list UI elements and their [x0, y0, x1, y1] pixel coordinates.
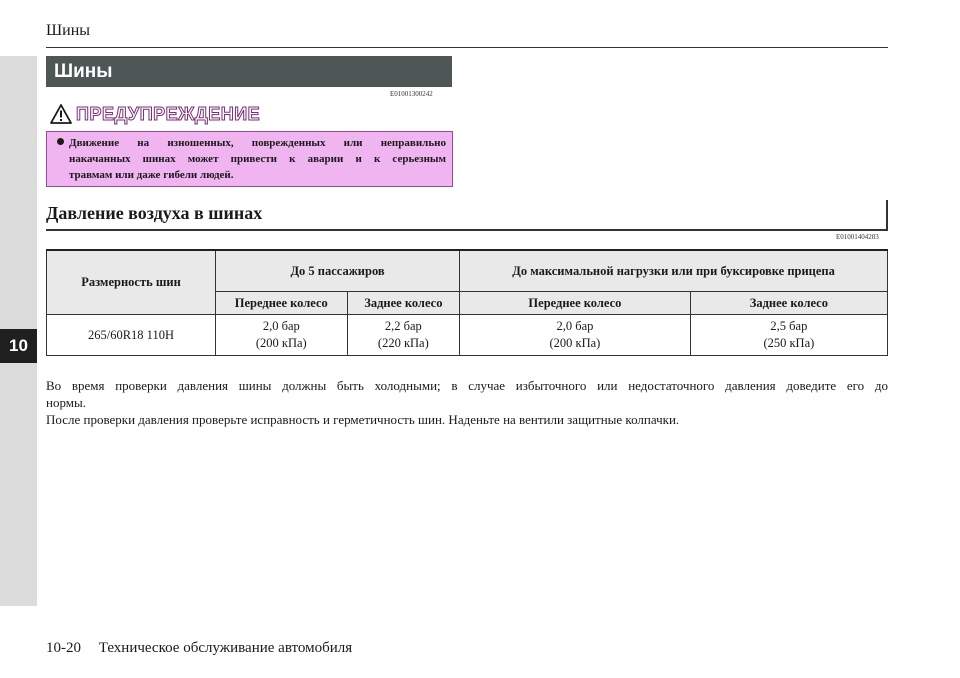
section-title: Шины [46, 56, 452, 87]
paragraph-check-valves: После проверки давления проверьте исправность и герметичность шин. Наденьте на вентили защитные колпачки. [46, 412, 680, 427]
table-row [47, 315, 888, 356]
page-footer [46, 640, 352, 657]
subheader-front: Переднее колесо [460, 292, 691, 315]
subsection-rule [46, 229, 888, 231]
header-group-max-load: До максимальной нагрузки или при буксировке прицепа [460, 251, 888, 292]
warning-line: накачанных шинах может привести к аварии и к серьезным [69, 153, 446, 165]
cell-pressure: 2,2 бар (220 кПа) [347, 315, 460, 356]
subsection-title: Давление воздуха в шинах [46, 203, 263, 223]
cell-pressure: 2,5 бар (250 кПа) [690, 315, 887, 356]
subsection-rule-vertical [886, 200, 888, 230]
warning-line: Движение на изношенных, поврежденных или неправильно [57, 135, 446, 151]
warning-triangle-icon [50, 104, 72, 124]
section-code: E01001300242 [390, 90, 433, 98]
paragraph-cold-tires: Во время проверки давления шины должны быть холодными; в случае избыточного или недостаточного давления доведите его до нормы. [46, 378, 888, 410]
subheader-rear: Заднее колесо [690, 292, 887, 315]
warning-title: ПРЕДУПРЕЖДЕНИЕ [76, 103, 261, 124]
running-title: Шины [46, 22, 91, 39]
tire-pressure-table [46, 250, 888, 356]
header-size: Размерность шин [47, 251, 216, 315]
warning-body [46, 131, 453, 187]
subheader-front: Переднее колесо [216, 292, 348, 315]
warning-header [46, 100, 453, 128]
book-title: Техническое обслуживание автомобиля [98, 640, 353, 656]
warning-line: травмам или даже гибели людей. [69, 169, 234, 181]
header-rule [46, 47, 888, 48]
subsection-code: E01001404283 [836, 233, 879, 241]
header-group-passengers: До 5 пассажиров [216, 251, 460, 292]
page-number: 10-20 [46, 640, 81, 656]
bullet-icon [57, 138, 64, 145]
table-top-rule [46, 249, 888, 251]
subheader-rear: Заднее колесо [347, 292, 460, 315]
cell-tire-size: 265/60R18 110H [47, 315, 216, 356]
warning-box [46, 100, 453, 187]
cell-pressure: 2,0 бар (200 кПа) [460, 315, 691, 356]
cell-pressure: 2,0 бар (200 кПа) [216, 315, 348, 356]
chapter-tab[interactable]: 10 [0, 329, 37, 363]
